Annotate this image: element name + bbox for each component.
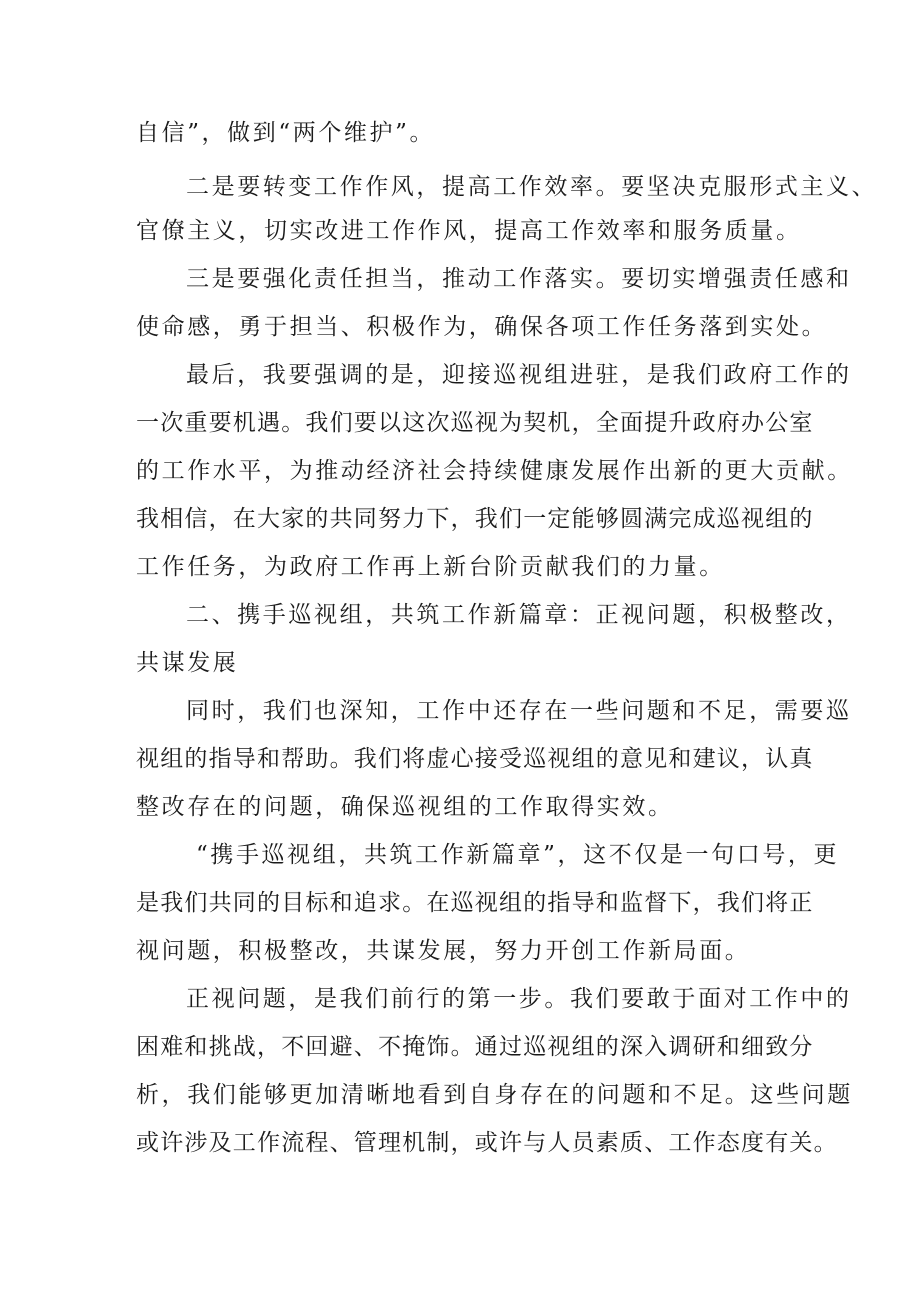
text-line: 整改存在的问题，确保巡视组的工作取得实效。 — [136, 794, 674, 820]
text-line: 正视问题，是我们前行的第一步。我们要敢于面对工作中的 — [186, 986, 852, 1012]
text-line: 视问题，积极整改，共谋发展，努力开创工作新局面。 — [136, 938, 751, 964]
text-line: “携手巡视组，共筑工作新篇章”，这不仅是一句口号，更 — [196, 842, 840, 868]
text-line: 或许涉及工作流程、管理机制，或许与人员素质、工作态度有关。 — [136, 1130, 838, 1156]
text-line: 析，我们能够更加清晰地看到自身存在的问题和不足。这些问题 — [136, 1082, 853, 1108]
section-heading: 二、携手巡视组，共筑工作新篇章：正视问题，积极整改， — [186, 602, 852, 628]
text-line: 使命感，勇于担当、积极作为，确保各项工作任务落到实处。 — [136, 314, 828, 340]
text-line: 一次重要机遇。我们要以这次巡视为契机，全面提升政府办公室 — [136, 410, 814, 436]
text-line: 视组的指导和帮助。我们将虚心接受巡视组的意见和建议，认真 — [136, 746, 814, 772]
text-line: 自信”，做到“两个维护”。 — [136, 120, 436, 146]
text-line: 工作任务，为政府工作再上新台阶贡献我们的力量。 — [136, 554, 725, 580]
text-line: 同时，我们也深知，工作中还存在一些问题和不足，需要巡 — [186, 698, 852, 724]
text-line: 最后，我要强调的是，迎接巡视组进驻，是我们政府工作的 — [186, 362, 852, 388]
text-line: 是我们共同的目标和追求。在巡视组的指导和监督下，我们将正 — [136, 890, 814, 916]
text-line: 的工作水平，为推动经济社会持续健康发展作出新的更大贡献。 — [136, 458, 853, 484]
text-line: 我相信，在大家的共同努力下，我们一定能够圆满完成巡视组的 — [136, 506, 814, 532]
text-line: 官僚主义，切实改进工作作风，提高工作效率和服务质量。 — [136, 218, 802, 244]
text-line: 二是要转变工作作风，提高工作效率。要坚决克服形式主义、 — [186, 174, 878, 200]
text-line: 三是要强化责任担当，推动工作落实。要切实增强责任感和 — [186, 266, 852, 292]
section-heading: 共谋发展 — [136, 650, 239, 676]
text-line: 困难和挑战，不回避、不掩饰。通过巡视组的深入调研和细致分 — [136, 1034, 814, 1060]
